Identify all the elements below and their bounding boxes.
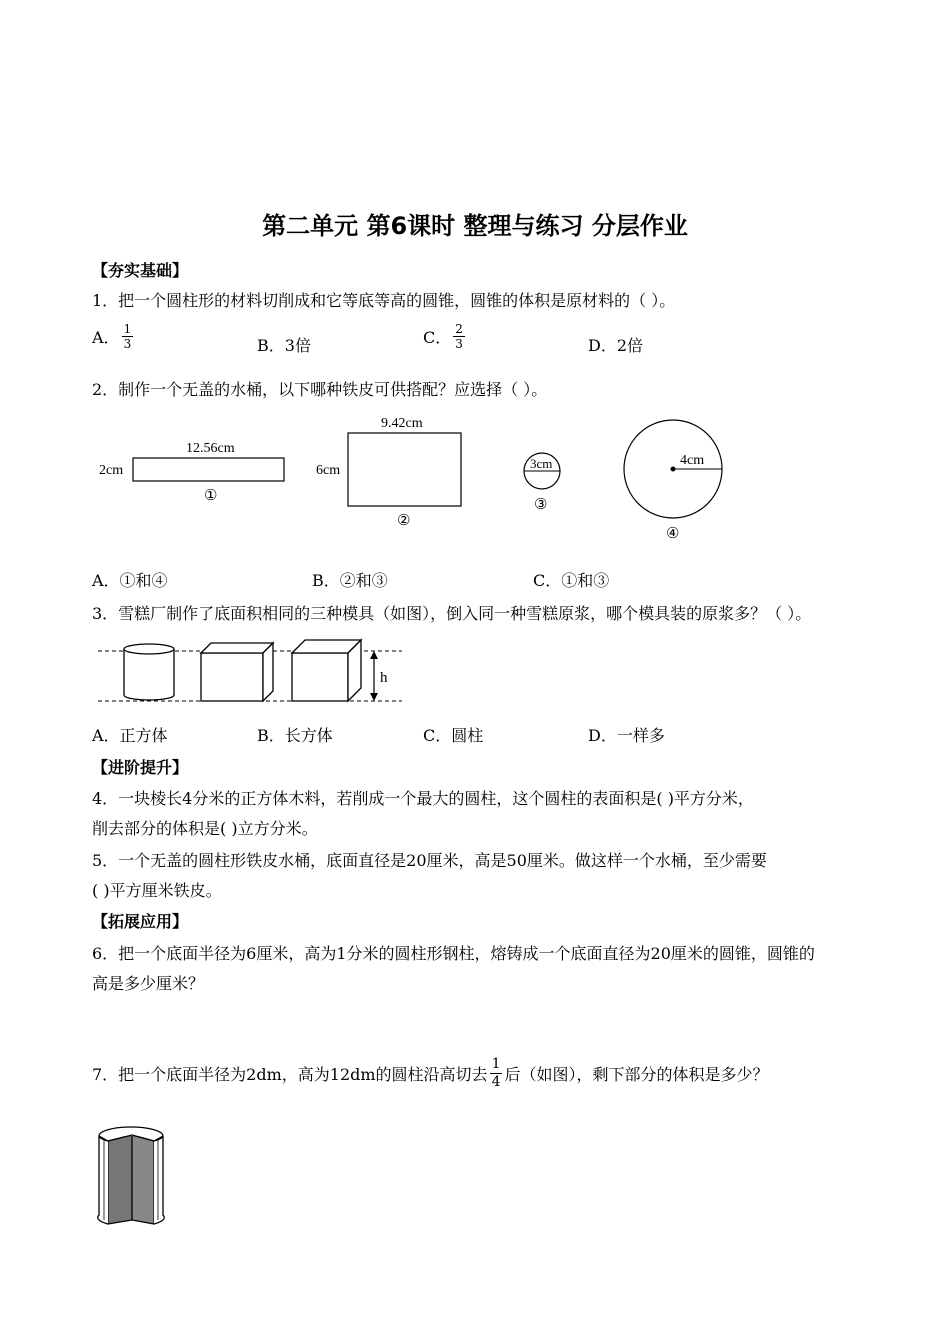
sheet-3-mark: ③	[534, 497, 548, 513]
q1-option-c-label: C．	[423, 328, 452, 347]
q1-option-b: B．3倍	[257, 336, 311, 355]
sheet-1-height-label: 2cm	[99, 463, 124, 478]
q1-option-a-numerator: 1	[123, 322, 132, 336]
question-5-line-1: 5．一个无盖的圆柱形铁皮水桶，底面直径是20厘米，高是50厘米。做这样一个水桶，至少需要	[92, 851, 767, 870]
cut-face-left	[108, 1135, 132, 1224]
q1-option-a-label: A．	[92, 328, 120, 347]
q2-figure	[90, 408, 750, 548]
q3-figure	[90, 638, 410, 710]
sheet-2-rect	[348, 433, 461, 506]
question-1-text: 1．把一个圆柱形的材料切削成和它等底等高的圆锥，圆锥的体积是原材料的（ ）。	[92, 291, 676, 310]
section-extend: 【拓展应用】	[92, 912, 189, 931]
question-4-line-2: 削去部分的体积是( )立方分米。	[92, 819, 318, 838]
cut-face-right	[132, 1135, 154, 1224]
q1-option-c-numerator: 2	[455, 322, 463, 336]
sheet-4-mark: ④	[666, 526, 680, 542]
q3-option-b: B．长方体	[257, 726, 333, 745]
question-7-post: 后（如图），剩下部分的体积是多少？	[504, 1065, 769, 1084]
q1-option-c	[423, 322, 467, 351]
q2-option-b: B．②和③	[312, 571, 388, 590]
q1-option-a-fraction	[122, 322, 134, 351]
question-7-text	[92, 1056, 769, 1091]
q2-option-a: A．①和④	[92, 571, 168, 590]
question-7-numerator: 1	[491, 1056, 501, 1072]
sheet-1-rect	[133, 458, 284, 481]
cylinder-mold	[124, 644, 174, 700]
sheet-2-height-label: 6cm	[316, 463, 341, 478]
question-3-text: 3．雪糕厂制作了底面积相同的三种模具（如图），倒入同一种雪糕原浆，哪个模具装的原浆多？（ ）。	[92, 604, 812, 623]
sheet-4-center	[671, 467, 676, 472]
q1-option-c-denominator: 3	[455, 337, 463, 351]
question-4-line-1: 4．一块棱长4分米的正方体木料，若削成一个最大的圆柱，这个圆柱的表面积是( )平方分米，	[92, 789, 754, 808]
page-title: 第二单元 第6课时 整理与练习 分层作业	[262, 212, 688, 240]
q7-cut-cylinder-figure	[96, 1120, 168, 1228]
sheet-4-radius-label: 4cm	[680, 453, 705, 468]
question-7-pre: 7．把一个底面半径为2dm，高为12dm的圆柱沿高切去	[92, 1065, 488, 1084]
q1-option-a-denominator: 3	[123, 337, 132, 351]
sheet-2-width-label: 9.42cm	[381, 416, 423, 431]
height-arrow-top	[370, 651, 378, 659]
q1-option-d: D．2倍	[588, 336, 644, 355]
cube-mold	[292, 640, 361, 701]
question-7-fraction	[490, 1056, 503, 1091]
sheet-2-mark: ②	[397, 513, 411, 529]
height-label: h	[380, 670, 388, 686]
question-5-line-2: ( )平方厘米铁皮。	[92, 881, 222, 900]
question-2-text: 2．制作一个无盖的水桶，以下哪种铁皮可供搭配？应选择（ ）。	[92, 380, 548, 399]
sheet-1-mark: ①	[204, 488, 218, 504]
question-7-denominator: 4	[491, 1074, 501, 1090]
section-basic: 【夯实基础】	[92, 261, 189, 280]
section-advanced: 【进阶提升】	[92, 758, 189, 777]
outer-surface-left	[98, 1136, 108, 1224]
height-arrow-bottom	[370, 693, 378, 701]
outer-surface-right	[154, 1136, 164, 1224]
question-6-line-1: 6．把一个底面半径为6厘米，高为1分米的圆柱形钢柱，熔铸成一个底面直径为20厘米的圆锥，圆锥的	[92, 944, 815, 963]
q1-option-c-fraction	[453, 322, 465, 351]
sheet-1-width-label: 12.56cm	[186, 441, 235, 456]
cuboid-mold	[201, 643, 273, 701]
q2-option-c: C．①和③	[533, 571, 610, 590]
sheet-3-diameter-label: 3cm	[530, 456, 553, 471]
question-6-line-2: 高是多少厘米？	[92, 974, 205, 993]
q3-option-a: A．正方体	[92, 726, 168, 745]
q3-option-d: D．一样多	[588, 726, 665, 745]
q3-option-c: C．圆柱	[423, 726, 484, 745]
q1-option-a	[92, 322, 135, 351]
